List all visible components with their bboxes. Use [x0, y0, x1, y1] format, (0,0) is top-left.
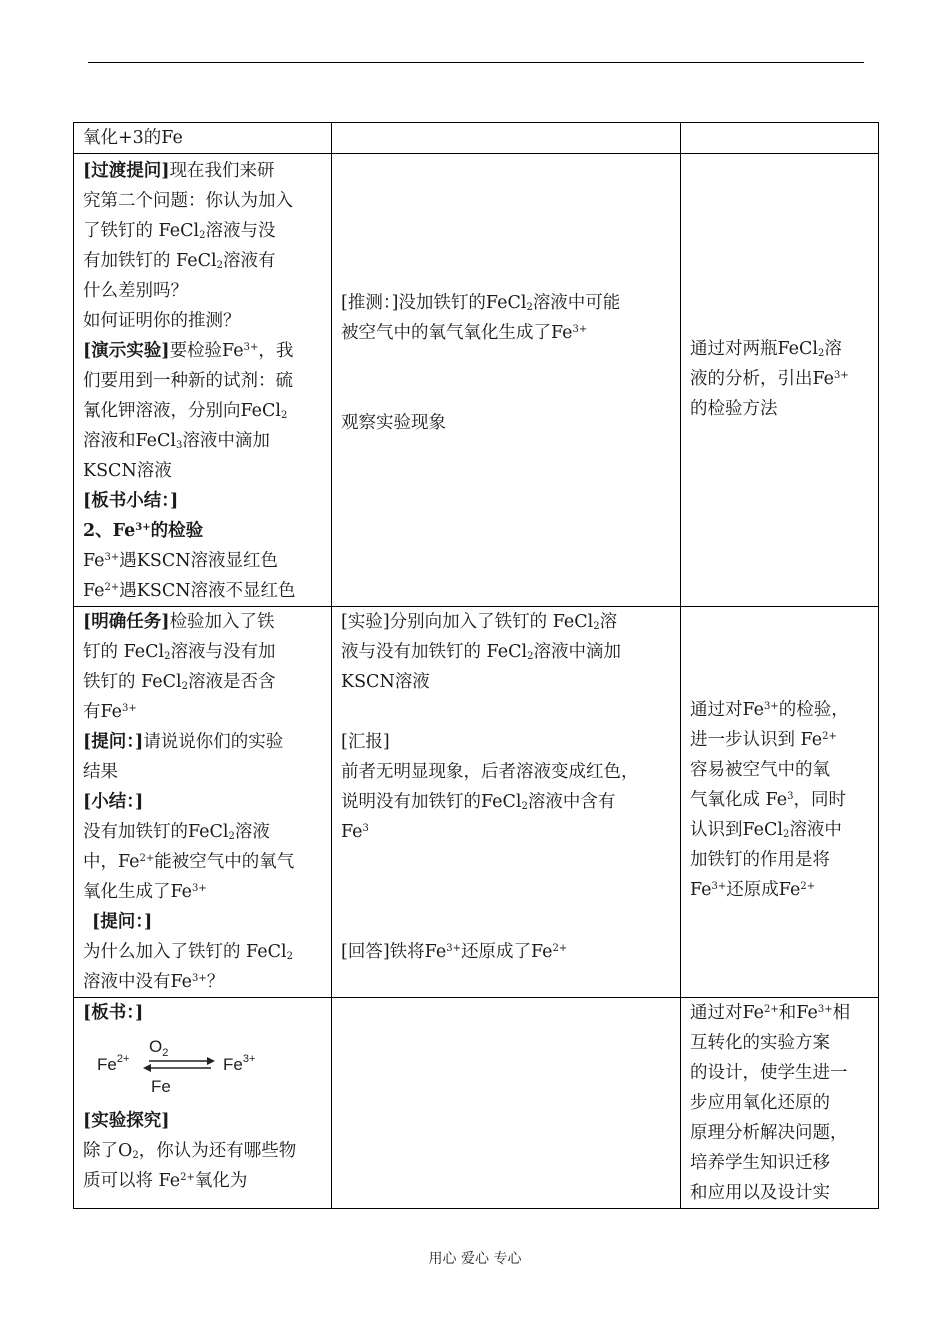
lesson-plan-table	[73, 122, 879, 1209]
intent-cell: 通过对两瓶FeCl$_2$溶 液的分析，引出$Fe^{3+}$ 的检验方法	[681, 154, 879, 607]
forward-arrowhead	[207, 1057, 215, 1065]
equation-bottom: Fe	[151, 1077, 171, 1096]
intent-cell: 通过对$Fe^{3+}$的检验， 进一步认识到 $Fe^{2+}$ 容易被空气中的氧 气氧化成 Fe$^3$，同时 认识到FeCl$_2$溶液中 加铁钉的作用是将 $Fe^{3+}$还原成$Fe^{2+}$	[681, 607, 879, 998]
table-row	[74, 998, 879, 1209]
transition-tag: [过渡提问]	[83, 161, 170, 181]
board-tag: [板书：]	[83, 1003, 144, 1023]
student-cell	[332, 998, 681, 1209]
equation-left: $Fe^{2+}$	[97, 1053, 130, 1074]
teacher-cell: [明确任务]检验加入了铁 钉的 FeCl$_2$溶液与没有加 铁钉的 FeCl$_2$溶液是否含 有$Fe^{3+}$ [提问：]请说说你们的实验 结果 [小结：] 没有加铁钉的FeCl$_2$溶液 中，$Fe^{2+}$能被空气中的氧气 氧化生成了$Fe^{3+}$ [提问：] 为什么加入了铁钉的 FeCl$_2$ 溶液中没有$Fe^{3+}$？	[74, 607, 332, 998]
equation-right: $Fe^{3+}$	[223, 1053, 256, 1074]
header-rule	[88, 62, 864, 63]
section-heading: 2、$Fe^{3+}$的检验	[83, 521, 204, 541]
summary-tag: [小结：]	[83, 792, 144, 812]
table-row	[74, 123, 879, 154]
demo-tag: [演示实验]	[83, 341, 170, 361]
student-cell: [推测：]没加铁钉的FeCl$_2$溶液中可能 被空气中的氧气氧化生成了$Fe^{3+}$ 观察实验现象	[332, 154, 681, 607]
student-cell	[332, 123, 681, 154]
equation-top: $O_2$	[149, 1037, 169, 1059]
student-cell: [实验]分别向加入了铁钉的 FeCl$_2$溶 液与没有加铁钉的 FeCl$_2$溶液中滴加 KSCN溶液 [汇报] 前者无明显现象，后者溶液变成红色， 说明没有加铁钉的FeCl$_2$溶液中含有 Fe$^3$ [回答]铁将$Fe^{3+}$还原成了$Fe^{2+}$	[332, 607, 681, 998]
teacher-cell: [过渡提问]现在我们来研 究第二个问题：你认为加入 了铁钉的 FeCl$_2$溶液与没 有加铁钉的 FeCl$_2$溶液有 什么差别吗？ 如何证明你的推测？ [演示实验]要检验$Fe^{3+}$，我 们要用到一种新的试剂：硫 氰化钾溶液，分别向FeCl$_2$ 溶液和FeCl$_3$溶液中滴加 KSCN溶液 [板书小结：] 2、$Fe^{3+}$的检验 $Fe^{3+}$遇KSCN溶液显红色 $Fe^{2+}$遇KSCN溶液不显红色	[74, 154, 332, 607]
intent-cell	[681, 123, 879, 154]
teacher-cell: 氧化+3的Fe	[74, 123, 332, 154]
explore-tag: [实验探究]	[83, 1111, 170, 1131]
redox-equation	[83, 1028, 322, 1106]
summary-tag: [板书小结：]	[83, 491, 179, 511]
table-row	[74, 607, 879, 998]
ask-tag: [提问：]	[83, 732, 144, 752]
task-tag: [明确任务]	[83, 612, 170, 632]
page-footer: 用心 爱心 专心	[428, 1251, 522, 1267]
redox-arrows-diagram	[87, 1028, 287, 1100]
reverse-arrowhead	[143, 1064, 151, 1072]
teacher-cell: [板书：] $Fe^{2+}$ $O_2$ Fe $Fe^{3+}$ [实验探究] 除了$O_2$，你认为还有哪些物 质可以将 $Fe^{2+}$氧化为	[74, 998, 332, 1209]
ask-tag: [提问：]	[92, 912, 153, 932]
intent-cell: 通过对$Fe^{2+}$和$Fe^{3+}$相 互转化的实验方案 的设计，使学生进一 步应用氧化还原的 原理分析解决问题， 培养学生知识迁移 和应用以及设计实	[681, 998, 879, 1209]
table-row	[74, 154, 879, 607]
